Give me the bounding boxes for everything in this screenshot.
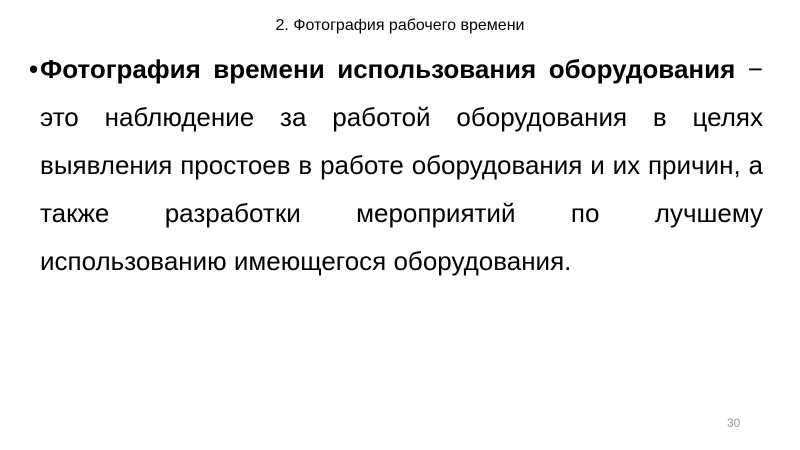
slide-body-text	[29, 45, 763, 285]
bullet-icon: •	[29, 54, 39, 84]
slide-page-number: 30	[727, 416, 741, 430]
slide-title: 2. Фотография рабочего времени	[275, 17, 525, 34]
body-line: также разработки мероприятий по лучшему	[40, 198, 763, 228]
lead-bold-text: Фотография времени использования оборудования	[40, 54, 736, 84]
body-line-lead	[29, 45, 763, 93]
body-line: это наблюдение за работой оборудования в целях	[40, 102, 763, 132]
lead-dash: −	[735, 54, 763, 84]
body-line: использованию имеющегося оборудования.	[40, 246, 572, 276]
body-line: выявления простоев в работе оборудования и их причин, а	[40, 150, 763, 180]
